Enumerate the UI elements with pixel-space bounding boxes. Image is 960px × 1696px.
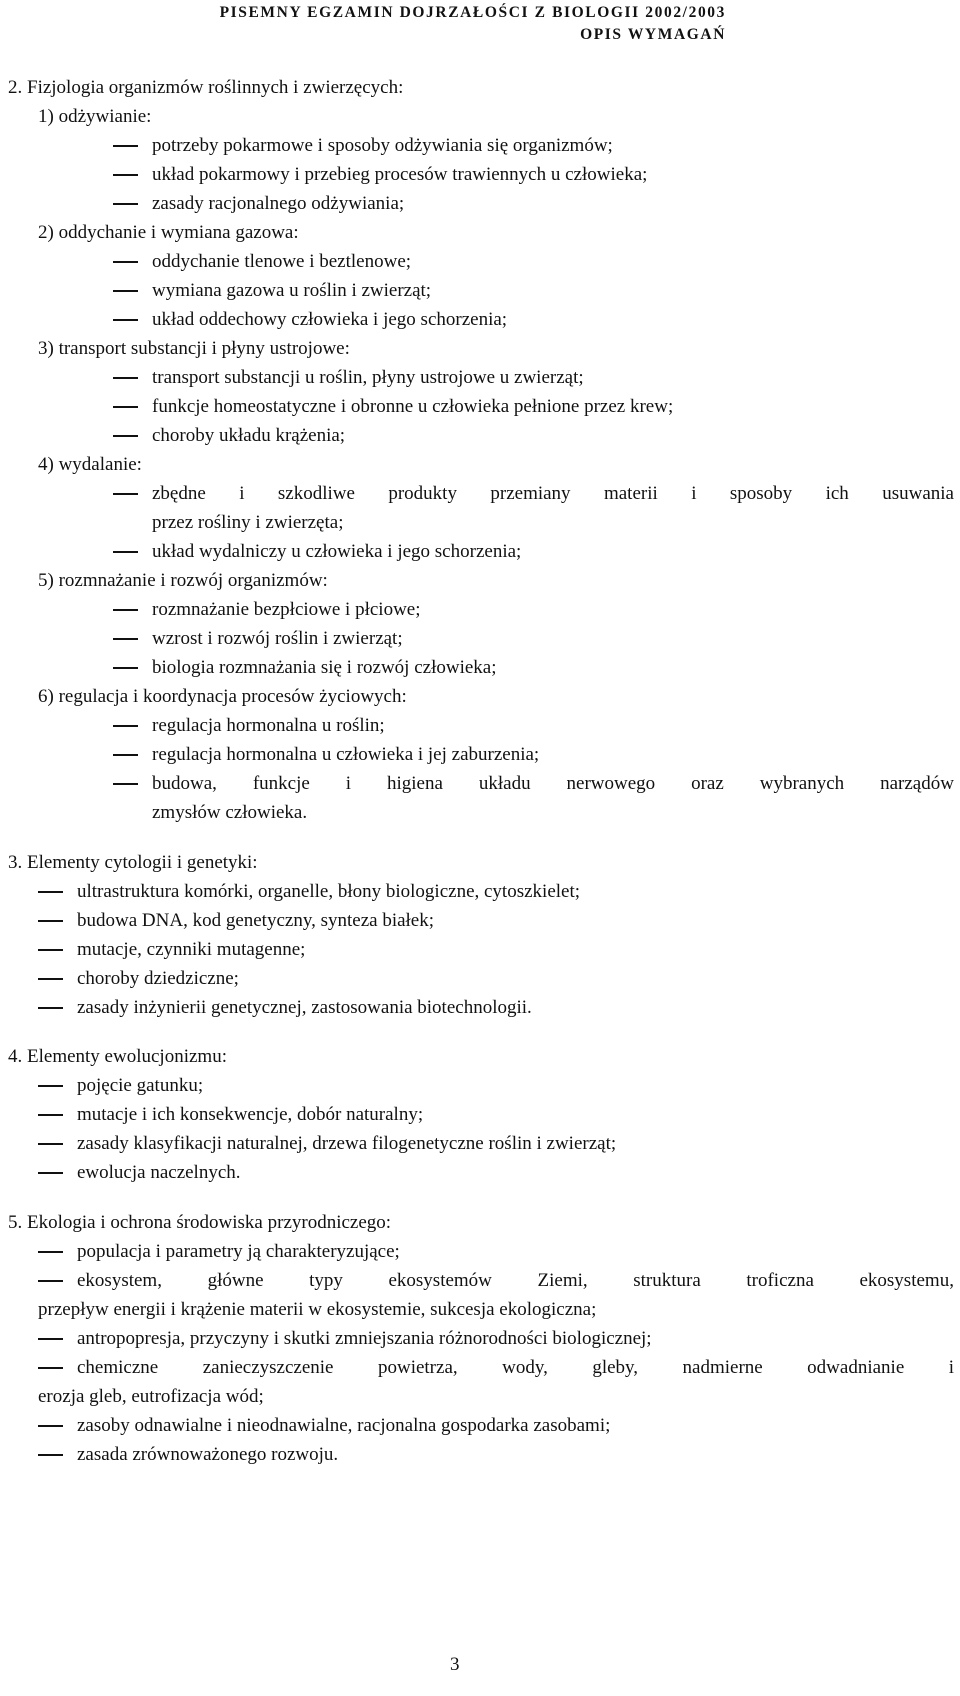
dash-bullet-icon xyxy=(113,551,138,553)
list-item-continuation: przepływ energii i krążenie materii w ekosystemie, sukcesja ekologiczna; xyxy=(38,1299,597,1320)
list-item-continuation: erozja gleb, eutrofizacja wód; xyxy=(38,1386,264,1407)
dash-bullet-icon xyxy=(38,1425,63,1427)
dash-bullet-icon xyxy=(38,1367,63,1369)
dash-bullet-icon xyxy=(113,493,138,495)
subsection-6-title: 6) regulacja i koordynacja procesów życiowych: xyxy=(38,686,407,707)
dash-bullet-icon xyxy=(113,203,138,205)
dash-bullet-icon xyxy=(113,667,138,669)
dash-bullet-icon xyxy=(113,261,138,263)
dash-bullet-icon xyxy=(38,1251,63,1253)
page-number: 3 xyxy=(450,1654,460,1675)
section-3-title: 3. Elementy cytologii i genetyki: xyxy=(8,852,258,873)
dash-bullet-icon xyxy=(38,1172,63,1174)
subsection-2-title: 2) oddychanie i wymiana gazowa: xyxy=(38,222,299,243)
dash-bullet-icon xyxy=(113,783,138,785)
document-header-title: PISEMNY EGZAMIN DOJRZAŁOŚCI Z BIOLOGII 2002/2003 xyxy=(219,4,726,21)
section-2-title: 2. Fizjologia organizmów roślinnych i zwierzęcych: xyxy=(8,77,404,98)
dash-bullet-icon xyxy=(38,1114,63,1116)
dash-bullet-icon xyxy=(113,319,138,321)
dash-bullet-icon xyxy=(38,1280,63,1282)
dash-bullet-icon xyxy=(38,1338,63,1340)
subsection-1-title: 1) odżywianie: xyxy=(38,106,152,127)
subsection-5-title: 5) rozmnażanie i rozwój organizmów: xyxy=(38,570,328,591)
list-item-continuation: zmysłów człowieka. xyxy=(152,802,308,823)
section-5-title: 5. Ekologia i ochrona środowiska przyrodniczego: xyxy=(8,1212,392,1233)
subsection-3-title: 3) transport substancji i płyny ustrojowe: xyxy=(38,338,350,359)
exam-requirements-page: PISEMNY EGZAMIN DOJRZAŁOŚCI Z BIOLOGII 2002/2003 OPIS WYMAGAŃ 2. Fizjologia organizmów roślinnych i zwierzęcych: 1) odżywianie: potrzeby pokarmowe i sposoby odżywiania się organizmów; układ pokarmowy i przebieg procesów trawiennych u człowieka; zasady racjonalnego odżywiania; 2) oddychanie i wymiana gazowa: oddychanie tlenowe i beztlenowe; wymiana gazowa u roślin i zwierząt; układ oddechowy człowieka i jego schorzenia; 3) transport substancji i płyny ustrojowe: transport substancji u roślin, płyny ustrojowe u zwierząt; funkcje homeostatyczne i obronne u człowieka pełnione przez krew; choroby układu krążenia; 4) wydalanie: zbędne i szkodliwe produkty przemiany materii i sposoby ich usuwania przez rośliny i zwierzęta; układ wydalniczy u człowieka i jego schorzenia; 5) rozmnażanie i rozwój organizmów: rozmnażanie bezpłciowe i płciowe; wzrost i rozwój roślin i zwierząt; biologia rozmnażania się i rozwój człowieka; 6) regulacja i koordynacja procesów życiowych: regulacja hormonalna u roślin; regulacja hormonalna u człowieka i jej zaburzenia; budowa, funkcje i higiena układu nerwowego oraz wybranych narządów zmysłów człowieka. 3. Elementy cytologii i genetyki: ultrastruktura komórki, organelle, błony biologiczne, cytoszkielet; budowa DNA, kod genetyczny, synteza białek; mutacje, czynniki mutagenne; choroby dziedziczne; zasady inżynierii genetycznej, zastosowania biotechnologii. 4. Elementy ewolucjonizmu: pojęcie gatunku; mutacje i ich konsekwencje, dobór naturalny; zasady klasyfikacji naturalnej, drzewa filogenetyczne roślin i zwierząt; ewolucja naczelnych. 5. Ekologia i ochrona środowiska przyrodniczego: populacja i parametry ją charakteryzujące; ekosystem, główne typy ekosystemów Ziemi, struktura troficzna ekosystemu, przepływ energii i krążenie materii w ekosystemie, sukcesja ekologiczna; antropopresja, przyczyny i skutki zmniejszania różnorodności biologicznej; chemiczne zanieczyszczenie powietrza, wody, gleby, nadmierne odwadnianie i erozja gleb, eutrofizacja wód; zasoby odnawialne i nieodnawialne, racjonalna gospodarka zasobami; zasada zrównoważonego rozwoju. 3 xyxy=(0,0,960,1696)
dash-bullet-icon xyxy=(38,920,63,922)
section-4-title: 4. Elementy ewolucjonizmu: xyxy=(8,1046,227,1067)
dash-bullet-icon xyxy=(38,1143,63,1145)
dash-bullet-icon xyxy=(113,290,138,292)
dash-bullet-icon xyxy=(113,754,138,756)
list-item-continuation: przez rośliny i zwierzęta; xyxy=(152,512,344,533)
dash-bullet-icon xyxy=(113,377,138,379)
dash-bullet-icon xyxy=(38,978,63,980)
dash-bullet-icon xyxy=(38,891,63,893)
dash-bullet-icon xyxy=(38,1007,63,1009)
subsection-4-title: 4) wydalanie: xyxy=(38,454,142,475)
dash-bullet-icon xyxy=(113,174,138,176)
dash-bullet-icon xyxy=(113,145,138,147)
dash-bullet-icon xyxy=(113,725,138,727)
dash-bullet-icon xyxy=(113,638,138,640)
dash-bullet-icon xyxy=(113,406,138,408)
dash-bullet-icon xyxy=(113,435,138,437)
document-header-subtitle: OPIS WYMAGAŃ xyxy=(580,26,726,43)
dash-bullet-icon xyxy=(38,949,63,951)
dash-bullet-icon xyxy=(38,1454,63,1456)
dash-bullet-icon xyxy=(113,609,138,611)
dash-bullet-icon xyxy=(38,1085,63,1087)
